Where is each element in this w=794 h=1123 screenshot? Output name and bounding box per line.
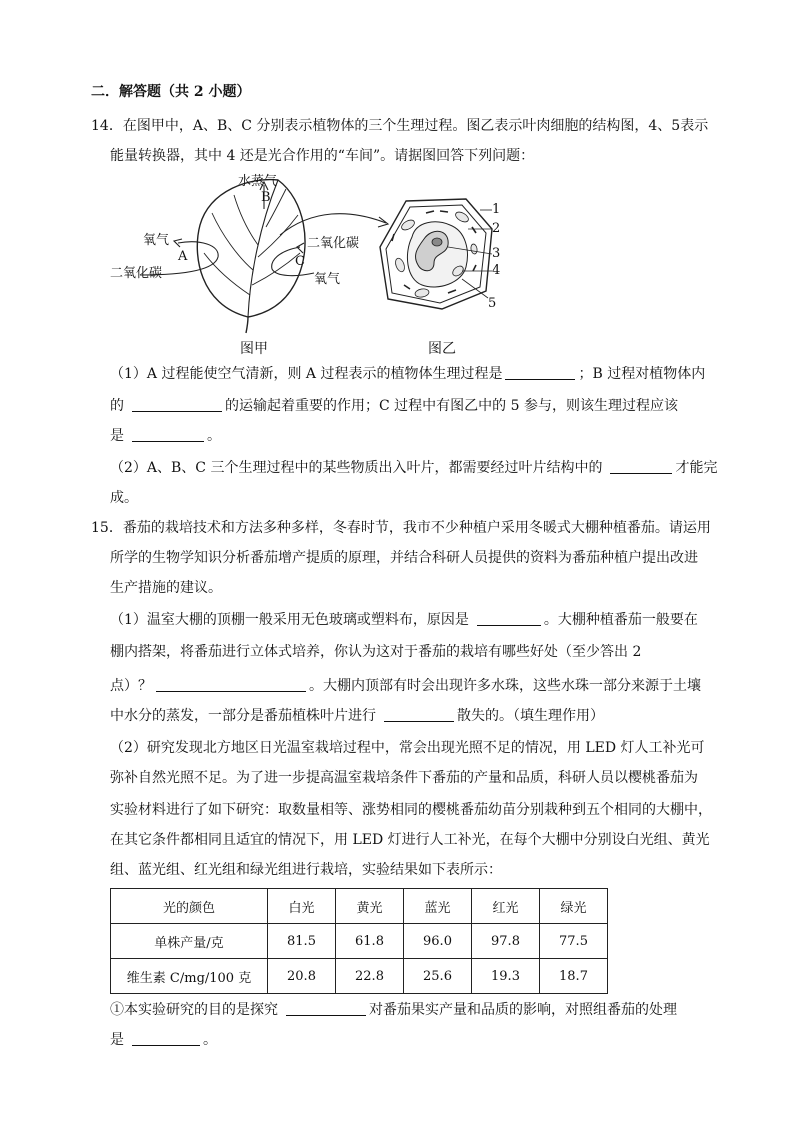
table-cell: 维生素 C/mg/100 克 <box>111 959 268 994</box>
table-header-cell: 红光 <box>472 889 540 924</box>
answer-blank[interactable] <box>505 365 575 380</box>
q15-part2-line5: 组、蓝光组、红光组和绿光组进行栽培，实验结果如下表所示： <box>110 862 502 878</box>
answer-blank[interactable] <box>384 707 454 722</box>
cell-label-1: 1 <box>492 202 501 217</box>
table-cell: 20.8 <box>268 959 336 994</box>
answer-blank[interactable] <box>156 677 306 692</box>
q14-p1-text2: ；B 过程对植物体内 <box>578 366 706 382</box>
q15-intro-line3: 生产措施的建议。 <box>110 580 222 596</box>
table-cell: 61.8 <box>336 924 404 959</box>
q15-s1-text3: 是 <box>110 1032 124 1048</box>
q14-p2-text1: （2）A、B、C 三个生理过程中的某些物质出入叶片，都需要经过叶片结构中的 <box>110 460 603 476</box>
cell-label-4: 4 <box>492 263 501 278</box>
figure-a-caption: 图甲 <box>240 341 268 357</box>
q15-p1-text5: 中水分的蒸发，一部分是番茄植株叶片进行 <box>110 708 376 724</box>
q14-part1-line2 <box>110 396 678 416</box>
q15-part2-line4: 在其它条件都相同且适宜的情况下，用 LED 灯进行人工补光，在每个大棚中分别设白光组、黄光 <box>110 832 710 848</box>
q15-part2-line1: （2）研究发现北方地区日光温室栽培过程中，常会出现光照不足的情况，用 LED 灯人工补光可 <box>110 740 705 756</box>
q14-p1-text5: 是 <box>110 428 124 444</box>
q15-s1-text1: ①本实验研究的目的是探究 <box>110 1002 278 1018</box>
q15-p1-text4: 。大棚内顶部有时会出现许多水珠，这些水珠一部分来源于土壤 <box>309 678 701 694</box>
q15-p1-text1: （1）温室大棚的顶棚一般采用无色玻璃或塑料布，原因是 <box>110 612 469 628</box>
q14-p1-text1: （1）A 过程能使空气清新，则 A 过程表示的植物体生理过程是 <box>110 366 503 382</box>
q15-part2-line2: 弥补自然光照不足。为了进一步提高温室栽培条件下番茄的产量和品质，科研人员以樱桃番茄为 <box>110 770 698 786</box>
cell-label-3: 3 <box>492 246 501 261</box>
q15-intro-line1 <box>91 518 711 538</box>
q14-number: 14． <box>91 118 123 134</box>
q15-intro-text1: 番茄的栽培技术和方法多种多样，冬春时节，我市不少种植户采用冬暖式大棚种植番茄。请运用 <box>122 520 711 536</box>
label-oxygen-left: 氧气 <box>143 233 170 248</box>
table-header-cell: 光的颜色 <box>111 889 268 924</box>
q15-sub1-line2 <box>110 1030 217 1050</box>
q14-intro-line2: 能量转换器，其中 4 还是光合作用的“车间”。请据图回答下列问题： <box>110 148 535 164</box>
table-header-cell: 蓝光 <box>404 889 472 924</box>
q15-part1-line1 <box>110 610 698 630</box>
label-B: B <box>261 190 271 205</box>
answer-blank[interactable] <box>610 459 672 474</box>
q14-p1-text6: 。 <box>207 428 221 444</box>
answer-blank[interactable] <box>132 1031 200 1046</box>
q14-intro-text1: 在图甲中，A、B、C 分别表示植物体的三个生理过程。图乙表示叶肉细胞的结构图，4、5表示 <box>122 118 709 134</box>
label-A: A <box>178 249 188 264</box>
label-water-vapor: 水蒸气 <box>238 174 278 189</box>
q14-intro-line1 <box>91 116 708 136</box>
table-cell: 96.0 <box>404 924 472 959</box>
q14-part1-line1 <box>110 364 705 384</box>
table-header-row <box>111 889 608 924</box>
label-co2-right: 二氧化碳 <box>307 236 360 251</box>
figure-b-caption: 图乙 <box>428 341 456 357</box>
label-co2-left: 二氧化碳 <box>110 266 163 281</box>
table-cell: 77.5 <box>540 924 608 959</box>
q14-p1-text4: 的运输起着重要的作用；C 过程中有图乙中的 5 参与，则该生理过程应该 <box>225 398 678 414</box>
table-row <box>111 924 608 959</box>
cell-label-2: 2 <box>492 221 501 236</box>
q15-intro-line2: 所学的生物学知识分析番茄增产提质的原理，并结合科研人员提供的资料为番茄种植户提出改进 <box>110 550 698 566</box>
q15-sub1-line1 <box>110 1000 677 1020</box>
answer-blank[interactable] <box>132 397 222 412</box>
table-header-cell: 绿光 <box>540 889 608 924</box>
label-C: C <box>295 254 305 269</box>
q15-s1-text2: 对番茄果实产量和品质的影响，对照组番茄的处理 <box>369 1002 677 1018</box>
table-cell: 97.8 <box>472 924 540 959</box>
answer-blank[interactable] <box>286 1001 366 1016</box>
q14-p2-text2: 才能完 <box>675 460 718 476</box>
answer-blank[interactable] <box>132 427 204 442</box>
q15-part1-line3 <box>110 676 701 696</box>
q14-part2-line1 <box>110 458 717 478</box>
section-heading: 二．解答题（共 2 小题） <box>91 84 251 100</box>
q15-part1-line2: 棚内搭架，将番茄进行立体式培养，你认为这对于番茄的栽培有哪些好处（至少答出 2 <box>110 644 642 660</box>
table-cell: 25.6 <box>404 959 472 994</box>
table-cell: 81.5 <box>268 924 336 959</box>
table-cell: 22.8 <box>336 959 404 994</box>
q15-p1-text3: 点）？ <box>110 678 152 694</box>
q15-p1-text6: 散失的。（填生理作用） <box>457 708 604 724</box>
cell-label-5: 5 <box>488 296 497 311</box>
label-oxygen-right: 氧气 <box>314 272 341 287</box>
q15-number: 15． <box>91 520 123 536</box>
q14-p1-text3: 的 <box>110 398 124 414</box>
q15-part2-line3: 实验材料进行了如下研究：取数量相等、涨势相同的樱桃番茄幼苗分别栽种到五个相同的大棚中， <box>110 802 712 818</box>
table-header-cell: 黄光 <box>336 889 404 924</box>
table-header-cell: 白光 <box>268 889 336 924</box>
cell-diagram <box>376 195 506 315</box>
q14-part2-line2: 成。 <box>110 490 138 506</box>
table-cell: 19.3 <box>472 959 540 994</box>
results-table <box>110 888 608 994</box>
answer-blank[interactable] <box>477 611 541 626</box>
table-cell: 单株产量/克 <box>111 924 268 959</box>
q14-part1-line3 <box>110 426 221 446</box>
q15-s1-text4: 。 <box>203 1032 217 1048</box>
table-cell: 18.7 <box>540 959 608 994</box>
q15-part1-line4 <box>110 706 604 726</box>
table-row <box>111 959 608 994</box>
q15-p1-text2: 。大棚种植番茄一般要在 <box>543 612 698 628</box>
